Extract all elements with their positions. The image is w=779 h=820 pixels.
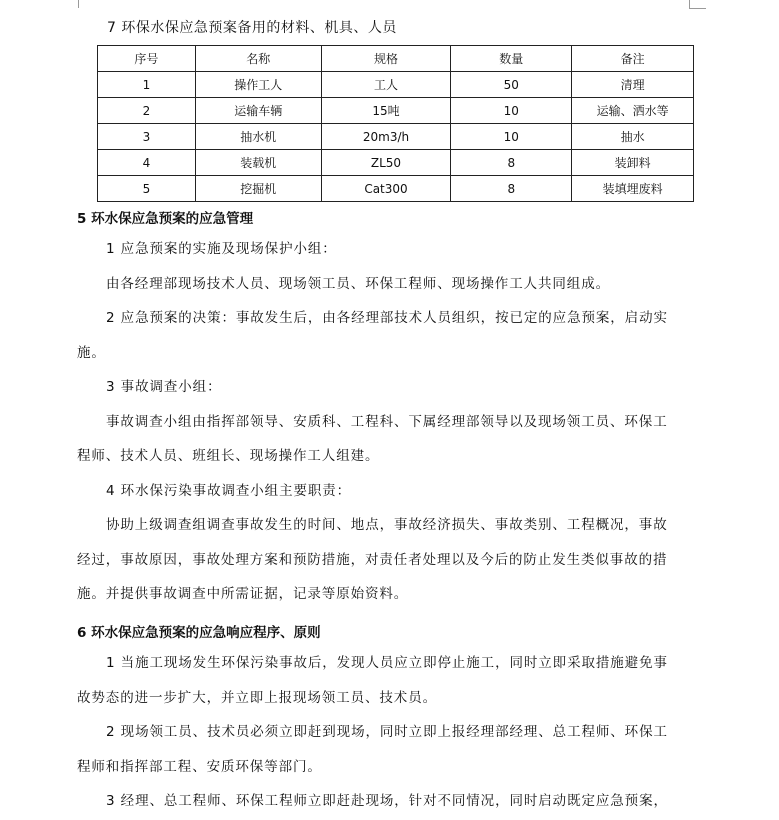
header-cell-index: 序号 bbox=[98, 46, 196, 72]
paragraph-line: 由各经理部现场技术人员、现场领工员、环保工程师、现场操作工人共同组成。 bbox=[106, 275, 610, 292]
table-row bbox=[98, 98, 694, 124]
table-cell: 运输车辆 bbox=[195, 98, 321, 124]
table-cell: 2 bbox=[98, 98, 196, 124]
table-row bbox=[98, 124, 694, 150]
table-cell: 4 bbox=[98, 150, 196, 176]
header-cell-name: 名称 bbox=[195, 46, 321, 72]
table-cell: 8 bbox=[451, 176, 572, 202]
paragraph-line: 程师、技术人员、班组长、现场操作工人组建。 bbox=[77, 448, 380, 464]
table-cell: 50 bbox=[451, 72, 572, 98]
paragraph-line: 施。并提供事故调查中所需证据，记录等原始资料。 bbox=[77, 586, 409, 602]
table-row bbox=[98, 150, 694, 176]
table-cell: 5 bbox=[98, 176, 196, 202]
paragraph-line: 协助上级调查组调查事故发生的时间、地点，事故经济损失、事故类别、工程概况，事故 bbox=[106, 517, 668, 533]
table-cell: Cat300 bbox=[321, 176, 451, 202]
paragraph-line: 1 当施工现场发生环保污染事故后，发现人员应立即停止施工，同时立即采取措施避免事 bbox=[106, 655, 668, 671]
table-cell: 抽水机 bbox=[195, 124, 321, 150]
table-cell: 操作工人 bbox=[195, 72, 321, 98]
paragraph-line: 3 事故调查小组： bbox=[106, 379, 222, 395]
paragraph-line: 1 应急预案的实施及现场保护小组： bbox=[106, 241, 337, 257]
table-cell: 抽水 bbox=[572, 124, 694, 150]
paragraph-line: 经过，事故原因，事故处理方案和预防措施，对责任者处理以及今后的防止发生类似事故的措 bbox=[77, 551, 668, 568]
paragraph-line: 故势态的进一步扩大，并立即上报现场领工员、技术员。 bbox=[77, 689, 437, 706]
table-row bbox=[98, 176, 694, 202]
section-6-body bbox=[77, 646, 697, 819]
paragraph-line: 施。 bbox=[77, 344, 106, 361]
section-5-body bbox=[77, 232, 697, 612]
table-cell: 装载机 bbox=[195, 150, 321, 176]
table-cell: 装填埋废料 bbox=[572, 176, 694, 202]
paragraph-line: 2 应急预案的决策：事故发生后，由各经理部技术人员组织，按已定的应急预案，启动实 bbox=[106, 310, 668, 326]
table-cell: 8 bbox=[451, 150, 572, 176]
table-header-row bbox=[98, 46, 694, 72]
table-cell: 15吨 bbox=[321, 98, 451, 124]
table-cell: 20m3/h bbox=[321, 124, 451, 150]
table-cell: 清理 bbox=[572, 72, 694, 98]
page-corner-mark-left bbox=[78, 0, 79, 8]
table-cell: 挖掘机 bbox=[195, 176, 321, 202]
table-cell: 3 bbox=[98, 124, 196, 150]
table-row bbox=[98, 72, 694, 98]
section-5-heading: 5 环水保应急预案的应急管理 bbox=[77, 211, 254, 227]
paragraph-line: 3 经理、总工程师、环保工程师立即赶赴现场，针对不同情况，同时启动既定应急预案， bbox=[106, 793, 668, 809]
table-caption: 7 环保水保应急预案备用的材料、机具、人员 bbox=[107, 20, 397, 36]
materials-table bbox=[97, 45, 694, 202]
header-cell-spec: 规格 bbox=[321, 46, 451, 72]
table-cell: ZL50 bbox=[321, 150, 451, 176]
page-corner-mark-right bbox=[689, 0, 706, 9]
paragraph-line: 事故调查小组由指挥部领导、安质科、工程科、下属经理部领导以及现场领工员、环保工 bbox=[106, 413, 668, 430]
table-cell: 10 bbox=[451, 98, 572, 124]
table-cell: 工人 bbox=[321, 72, 451, 98]
paragraph-line: 4 环水保污染事故调查小组主要职责： bbox=[106, 482, 352, 499]
section-6-heading: 6 环水保应急预案的应急响应程序、原则 bbox=[77, 625, 321, 641]
paragraph-line: 2 现场领工员、技术员必须立即赶到现场，同时立即上报经理部经理、总工程师、环保工 bbox=[106, 724, 668, 740]
header-cell-quantity: 数量 bbox=[451, 46, 572, 72]
header-cell-remark: 备注 bbox=[572, 46, 694, 72]
table-cell: 运输、洒水等 bbox=[572, 98, 694, 124]
table-cell: 10 bbox=[451, 124, 572, 150]
paragraph-line: 程师和指挥部工程、安质环保等部门。 bbox=[77, 758, 322, 775]
table-cell: 1 bbox=[98, 72, 196, 98]
table-cell: 装卸料 bbox=[572, 150, 694, 176]
